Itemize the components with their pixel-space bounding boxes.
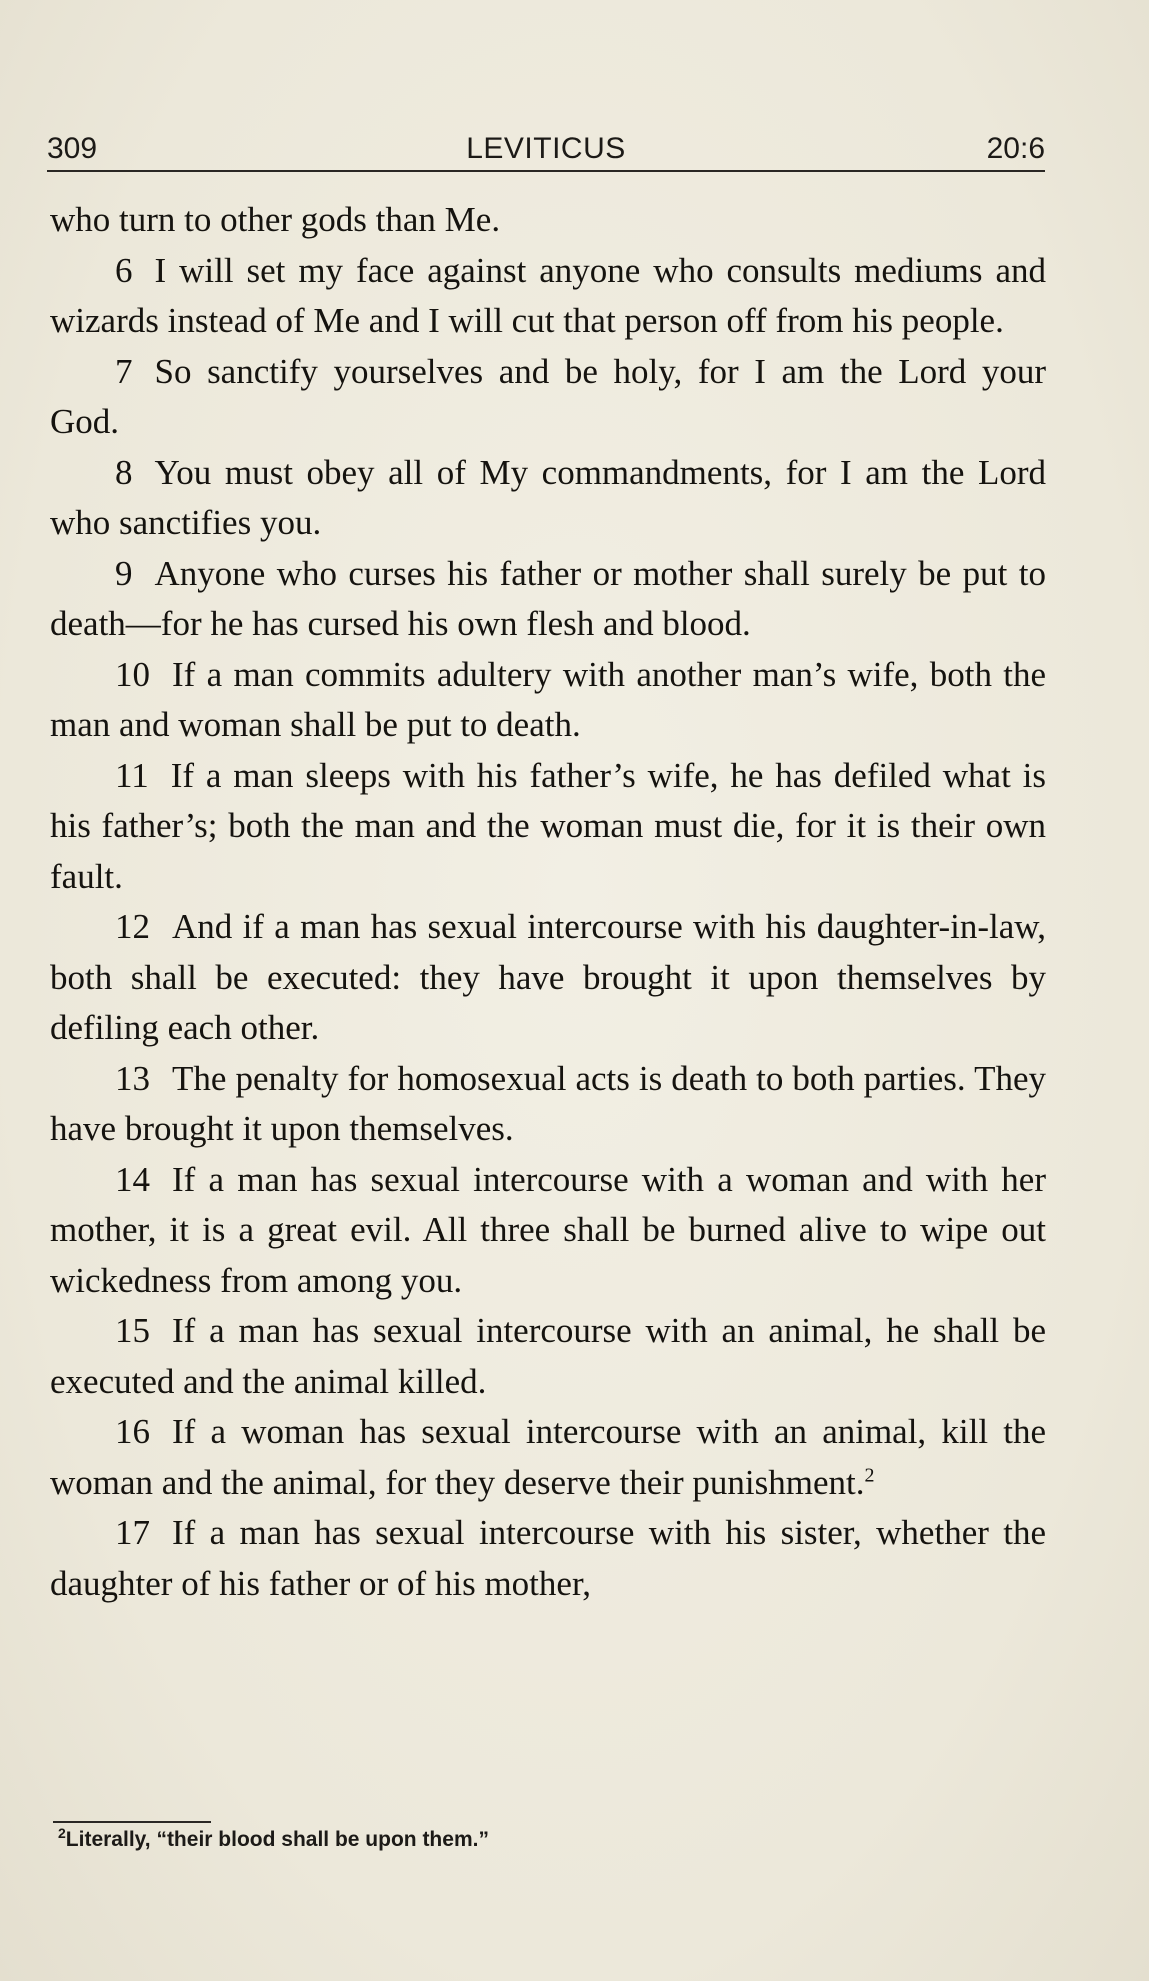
- verse-number: 7: [115, 351, 133, 391]
- verse-number: 16: [115, 1412, 150, 1451]
- verse-text: If a man has sexual intercourse with his sister, whether the daughter of his father or of his mother,: [50, 1513, 1046, 1603]
- verse-16: [50, 1407, 1046, 1508]
- footnote-mark: 2: [58, 1825, 66, 1841]
- book-title: LEVITICUS: [466, 132, 626, 165]
- verse-8: [50, 448, 1046, 549]
- continued-text: who turn to other gods than Me.: [50, 200, 501, 239]
- verse-15: [50, 1306, 1046, 1407]
- verse-17: [50, 1508, 1046, 1609]
- footnote-reference[interactable]: 2: [864, 1463, 875, 1486]
- verse-13: [50, 1054, 1046, 1155]
- verse-text: So sanctify yourselves and be holy, for I am the Lord your God.: [50, 351, 1046, 441]
- verse-text: If a man has sexual intercourse with an animal, he shall be executed and the animal killed.: [50, 1311, 1046, 1401]
- footnote-text: Literally, “their blood shall be upon them.”: [65, 1828, 489, 1851]
- verse-number: 15: [115, 1311, 150, 1350]
- verse-text: If a man sleeps with his father’s wife, he has defiled what is his father’s; both the man and the woman must die, for it is their own fault.: [50, 755, 1046, 896]
- verse-number: 14: [115, 1159, 150, 1199]
- verse-number: 9: [115, 553, 133, 593]
- page-number: 309: [47, 132, 98, 165]
- verse-number: 10: [115, 654, 150, 694]
- verse-text: If a man commits adultery with another man’s wife, both the man and woman shall be put to death.: [50, 654, 1046, 744]
- verse-number: 11: [115, 755, 149, 795]
- verse-number: 6: [115, 250, 133, 290]
- verse-text: I will set my face against anyone who consults mediums and wizards instead of Me and I will cut that person off from his people.: [50, 250, 1046, 340]
- footnote: [58, 1825, 1038, 1852]
- verse-number: 12: [115, 907, 150, 946]
- chapter-verse-reference: 20:6: [986, 132, 1045, 165]
- verse-number: 13: [115, 1058, 150, 1098]
- verse-12: [50, 902, 1046, 1054]
- verse-text: The penalty for homosexual acts is death to both parties. They have brought it upon themselves.: [50, 1058, 1046, 1148]
- running-header: [47, 128, 1045, 172]
- verse-text: If a woman has sexual intercourse with an animal, kill the woman and the animal, for they deserve their punishment.: [50, 1412, 1046, 1502]
- footnote-divider: [53, 1821, 211, 1823]
- verse-text: Anyone who curses his father or mother shall surely be put to death—for he has cursed his own flesh and blood.: [50, 553, 1046, 643]
- verse-9: [50, 549, 1046, 650]
- verse-14: [50, 1155, 1046, 1307]
- verse-11: [50, 751, 1046, 903]
- verse-text: If a man has sexual intercourse with a woman and with her mother, it is a great evil. All three shall be burned alive to wipe out wickedness from among you.: [50, 1159, 1046, 1300]
- scripture-text: [50, 195, 1046, 1609]
- verse-text: And if a man has sexual intercourse with his daughter-in-law, both shall be executed: they have brought it upon themselves by defiling each other.: [50, 907, 1046, 1047]
- verse-10: [50, 650, 1046, 751]
- verse-number: 8: [115, 452, 133, 492]
- verse-number: 17: [115, 1513, 150, 1552]
- verse-7: [50, 347, 1046, 448]
- verse-6: [50, 246, 1046, 347]
- verse-text: You must obey all of My commandments, for I am the Lord who sanctifies you.: [50, 452, 1046, 542]
